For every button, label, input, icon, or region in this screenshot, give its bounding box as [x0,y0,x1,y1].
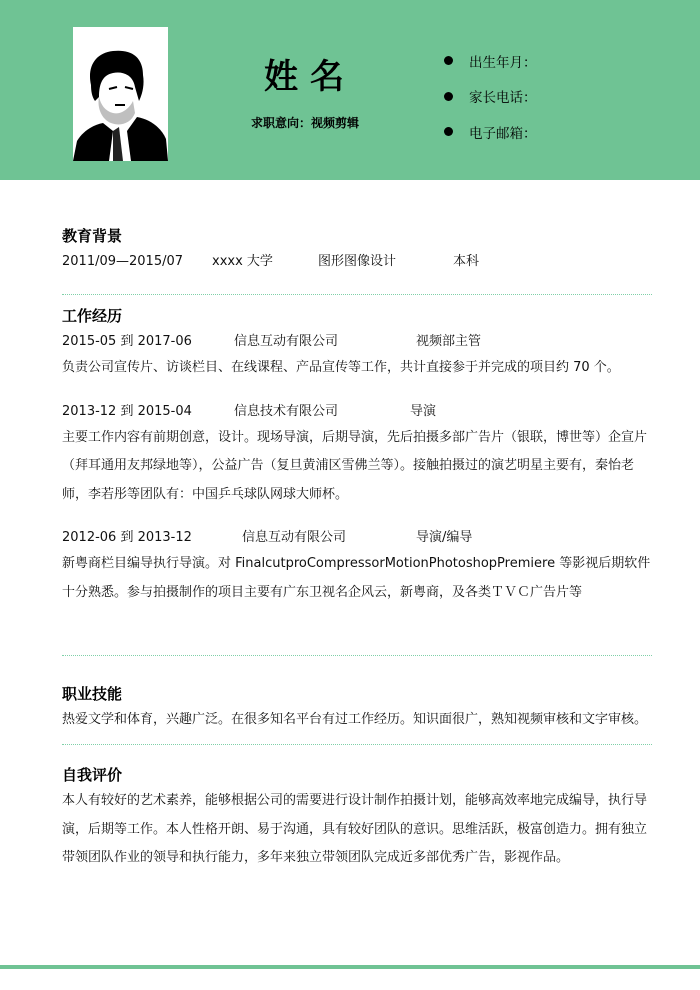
work-company: 信息互动有限公司 [242,530,347,545]
skills-text: 热爱文学和体育，兴趣广泛。在很多知名平台有过工作经历。知识面很广，熟知视频审核和文字审核。 [62,712,648,727]
profile-photo [73,27,168,161]
section-divider [62,294,652,295]
work-description: 主要工作内容有前期创意，设计。现场导演，后期导演，先后拍摄多部广告片（银联，博世等）企宣片（拜耳通用友邦绿地等），公益广告（复旦黄浦区雪佛兰等）。接触拍摄过的演艺明星主要有，秦怡老师，李若彤等团队有：中国乒乓球队网球大师杯。 [62,429,648,502]
work-period: 2015-05 到 2017-06 [62,334,192,349]
section-title: 工作经历 [62,307,123,325]
self-evaluation-section [62,765,652,873]
education-period: 2011/09—2015/07 [62,254,184,269]
contact-label: 家长电话： [469,90,537,107]
contact-email [442,114,537,150]
work-company: 信息互动有限公司 [234,334,339,349]
work-company: 信息技术有限公司 [234,403,339,419]
contact-label: 电子邮箱： [469,125,537,142]
education-degree: 本科 [453,254,480,269]
contact-parent-phone [442,79,537,115]
education-row [62,252,652,272]
job-intent: 求职意向：视频剪辑 [250,116,359,130]
work-section [62,306,652,607]
work-period: 2013-12 到 2015-04 [62,403,192,419]
education-section [62,226,652,272]
section-title: 教育背景 [62,227,123,245]
header-banner [0,0,700,180]
portrait-image [73,27,168,161]
education-major: 图形图像设计 [318,254,397,269]
section-divider [62,655,652,656]
self-evaluation-text: 本人有较好的艺术素养，能够根据公司的需要进行设计制作拍摄计划，能够高效率地完成编导，执行导演，后期等工作。本人性格开朗、易于沟通，具有较好团队的意识。思维活跃，极富创造力。拥有独立带领团队作业的领导和执行能力，多年来独立带领团队完成近多部优秀广告，影视作品。 [62,793,648,865]
contact-birthdate [442,43,537,79]
section-title: 职业技能 [62,685,123,703]
work-position: 导演 [410,403,437,419]
work-description: 新粤商栏目编导执行导演。对 FinalcutproCompressorMotionPhotoshopPremiere 等影视后期软件十分熟悉。参与拍摄制作的项目主要有广东卫视名企风云，新粤商，及各类ＴＶＣ广告片等 [62,556,651,600]
work-row [62,528,652,548]
bullet-icon [444,92,453,101]
section-divider [62,744,652,745]
skills-section [62,684,652,735]
work-description: 负责公司宣传片、访谈栏目、在线课程、产品宣传等工作，共计直接参于并完成的项目约 70 个。 [62,360,620,375]
footer-divider [0,965,700,969]
bullet-icon [444,127,453,136]
work-period: 2012-06 到 2013-12 [62,530,192,545]
section-title: 自我评价 [62,766,123,784]
education-school: xxxx 大学 [212,254,273,269]
work-row [62,332,652,352]
work-position: 视频部主管 [416,334,482,349]
contact-label: 出生年月： [469,54,537,71]
work-position: 导演/编导 [416,530,473,545]
contact-list [442,43,537,150]
candidate-name: 姓名 [264,57,356,97]
work-row [62,402,652,422]
bullet-icon [444,56,453,65]
